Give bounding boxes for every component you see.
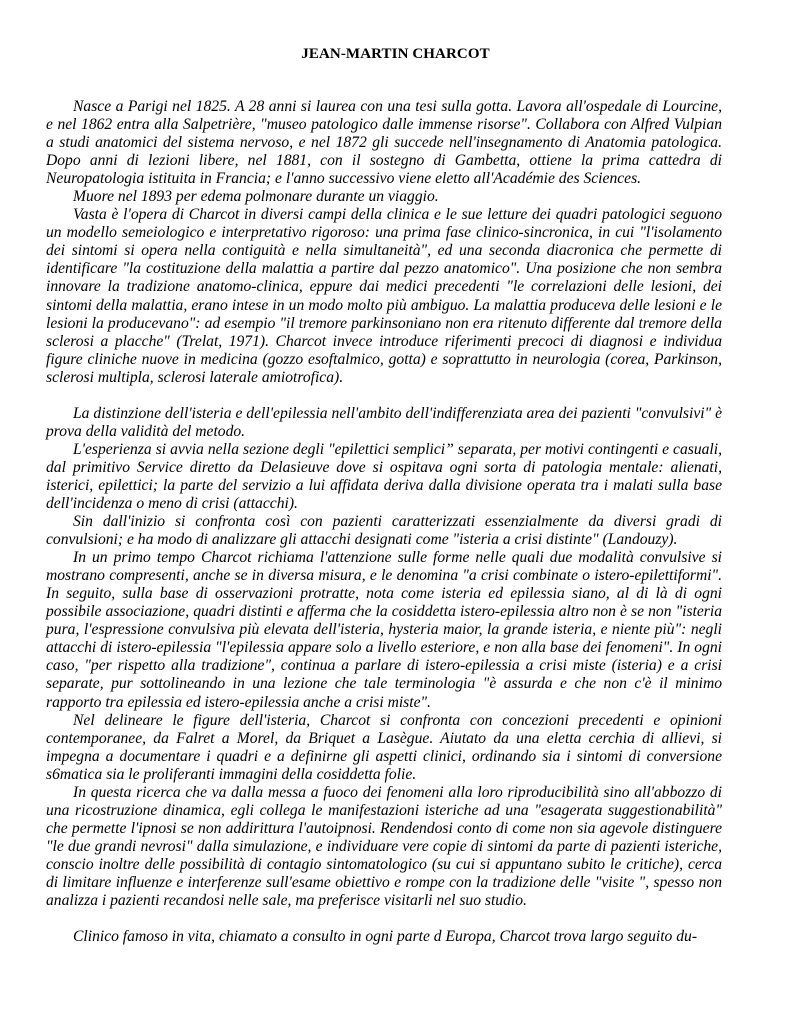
paragraph-method: Vasta è l'opera di Charcot in diversi campi della clinica e le sue letture dei quadri patologici seguono un modello semeiologico e interpretativo rigoroso: una prima fase clinico-sincronica, in cui "l'isolamento dei sintomi si opera nella contiguità e nella simultaneità", ed una seconda diacronica che permette di identificare "la costituzione della malattia a partire dal pezzo anatomico". Una posizione che non sembra innovare la tradizione anatomo-clinica, eppure dai medici precedenti "le correlazioni delle lesioni, dei sintomi della malattia, erano intese in un modo molto più ambiguo. La malattia produceva delle lesioni e le lesioni la producevano": ad esempio "il tremore parkinsoniano non era ritenuto differente dal tremore della sclerosi a placche" (Trelat, 1971). Charcot invece introduce riferimenti precoci di diagnosi e individua figure cliniche nuove in medicina (gozzo esoftalmico, gotta) e soprattutto in neurologia (corea, Parkinson, sclerosi multipla, sclerosi laterale amiotrofica).: [46, 206, 722, 386]
paragraph-hysteria-epilepsy: La distinzione dell'isteria e dell'epilessia nell'ambito dell'indifferenziata area dei pazienti "convulsivi" è prova della validità del metodo.: [46, 404, 722, 440]
paragraph-first-phase: In un primo tempo Charcot richiama l'attenzione sulle forme nelle quali due modalità convulsive si mostrano compresenti, anche se in diversa misura, e le denomina "a crisi combinate o istero-epilettiformi". In seguito, sulla base di osservazioni protratte, nota come isteria ed epilessia siano, al di là di ogni possibile associazione, quadri distinti e afferma che la cosiddetta istero-epilessia altro non è se non "isteria pura, l'espressione convulsiva più elevata dell'isteria, hysteria maior, la grande isteria, e niente più": negli attacchi di istero-epilessia "l'epilessia appare solo a livello esteriore, e non alla base dei fenomeni". In ogni caso, "per rispetto alla tradizione", continua a parlare di istero-epilessia a crisi miste (isteria) e a crisi separate, pur sottolineando in una lezione che tale terminologia "è assurda e che non c'è il minimo rapporto tra epilessia ed istero-epilessia anche a crisi miste".: [46, 549, 722, 711]
paragraph-figures: Nel delineare le figure dell'isteria, Charcot si confronta con concezioni precedenti e opinioni contemporanee, da Falret a Morel, da Briquet a Lasègue. Aiutato da una eletta cerchia di allievi, si impegna a documentare i quadri e a definirne gli aspetti clinici, ordinando sia i sintomi di conversione s6matica sia le proliferanti immagini della cosiddetta folie.: [46, 711, 722, 783]
paragraph-fame: Clinico famoso in vita, chiamato a consulto in ogni parte d Europa, Charcot trova largo seguito du-: [73, 928, 698, 946]
paragraph-biography: Nasce a Parigi nel 1825. A 28 anni si laurea con una tesi sulla gotta. Lavora all'ospedale di Lourcine, e nel 1862 entra alla Salpetrière, "museo patologico dalle immense risorse". Collabora con Alfred Vulpian a studi anatomici del sistema nervoso, e nel 1872 gli succede nell'insegnamento di Anatomia patologica. Dopo anni di lezioni libere, nel 1881, con il sostegno di Gambetta, ottiene la prima cattedra di Neuropatologia istituita in Francia; e l'anno successivo viene eletto all'Académie des Sciences.: [46, 98, 722, 188]
page-title: JEAN-MARTIN CHARCOT: [301, 46, 490, 62]
paragraph-research: In questa ricerca che va dalla messa a fuoco dei fenomeni alla loro riproducibilità sino all'abbozzo di una ricostruzione dinamica, egli collega le manifestazioni isteriche ad una "esagerata suggestionabilità" che permette l'ipnosi se non addirittura l'autoipnosi. Rendendosi conto di come non sia agevole distinguere "le due grandi nevrosi" dalla simulazione, e individuare vere copie di sintomi da parte di pazienti isteriche, conscio inoltre delle possibilità di contagio sintomatologico (su cui si appuntano subito le critiche), cerca di limitare influenze e interferenze sull'esame obiettivo e rompe con la tradizione delle "visite ", spesso non analizza i pazienti recandosi nelle sale, ma preferisce visitarli nel suo studio.: [46, 783, 722, 910]
paragraph-experience: L'esperienza si avvia nella sezione degli "epilettici semplici” separata, per motivi contingenti e casuali, dal primitivo Service diretto da Delasieuve dove si ospitava ogni sorta di patologia mentale: alienati, isterici, epilettici; la parte del servizio a lui affidata deriva dalla divisione operata tra i malati sulla base dell'incidenza o meno di crisi (attacchi).: [46, 440, 722, 512]
document-body: [46, 98, 722, 946]
paragraph-death: Muore nel 1893 per edema polmonare durante un viaggio.: [73, 188, 439, 206]
paragraph-convulsions: Sin dall'inizio si confronta così con pazienti caratterizzati essenzialmente da diversi gradi di convulsioni; e ha modo di analizzare gli attacchi designati come "isteria a crisi distinte" (Landouzy).: [46, 513, 722, 549]
